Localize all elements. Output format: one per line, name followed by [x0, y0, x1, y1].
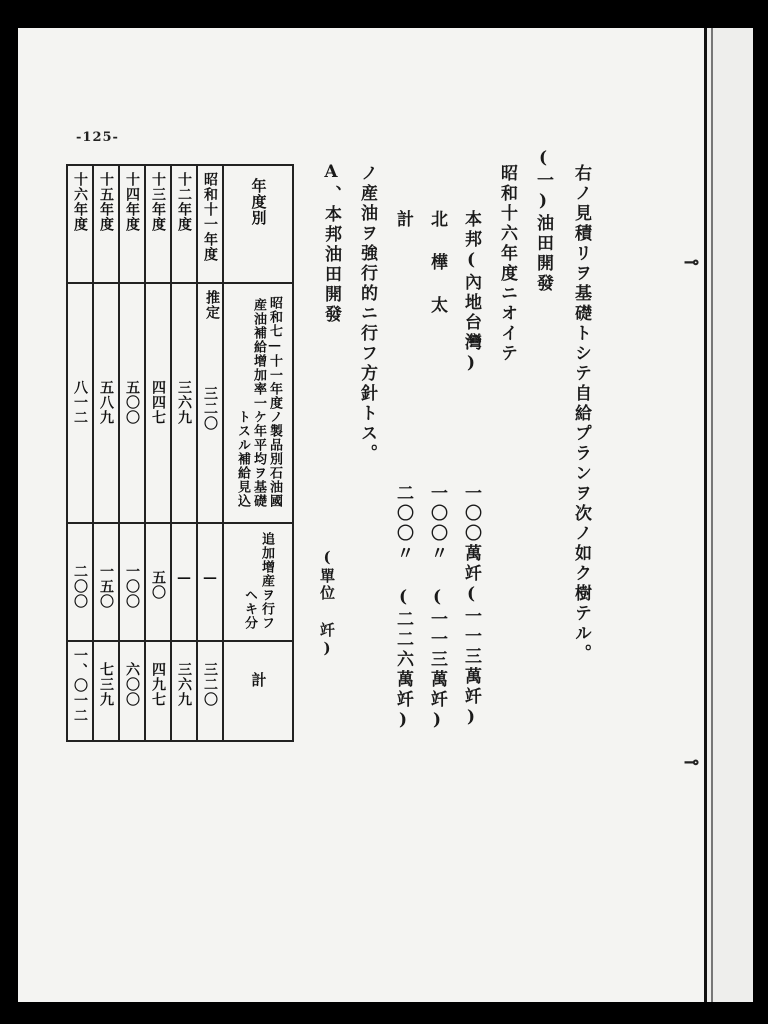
row-total-2: 四九七 [145, 641, 171, 741]
binding-mark-bottom: ⊸ [684, 752, 700, 773]
unit-note: (單位 竏) [318, 548, 336, 659]
row-year-5: 十六年度 [67, 165, 93, 283]
fiscal-year-line: 昭和十六年度ニオイテ [497, 164, 517, 364]
row-added-2: 五〇 [145, 523, 171, 641]
header-added: 追加增産ヲ行フヘキ分 [223, 523, 293, 641]
row-estimate-0: 推定 三二〇 [197, 283, 223, 523]
row-year-2: 十三年度 [145, 165, 171, 283]
item-mainland-value: 一〇〇萬竏(一一三萬竏) [461, 484, 481, 730]
row-estimate-3: 五〇〇 [119, 283, 145, 523]
row-total-0: 三二〇 [197, 641, 223, 741]
row-added-5: 二〇〇 [67, 523, 93, 641]
row-estimate-4: 五八九 [93, 283, 119, 523]
header-estimate: 昭和七—十一年度ノ製品別石油國産油補給增加率一ケ年平均ヲ基礎トスル補給見込 [223, 283, 293, 523]
subsection-heading: A、本邦油田開發 [321, 162, 341, 325]
page-number: -125- [76, 130, 119, 145]
item-total-value: 二〇〇〃 (二二六萬竏) [393, 484, 413, 733]
row-year-1: 十二年度 [171, 165, 197, 283]
item-karafuto-label: 北 樺 太 [427, 210, 447, 316]
row-year-0: 昭和十一年度 [197, 165, 223, 283]
binding-mark-top: ⊸ [684, 252, 700, 273]
row-year-4: 十五年度 [93, 165, 119, 283]
row-estimate-1: 三六九 [171, 283, 197, 523]
item-total-label: 計 [393, 210, 413, 230]
header-year: 年度別 [223, 165, 293, 283]
row-total-4: 七三九 [93, 641, 119, 741]
header-total: 計 [223, 641, 293, 741]
oil-supply-table [66, 164, 294, 742]
row-estimate-2: 四四七 [145, 283, 171, 523]
row-year-3: 十四年度 [119, 165, 145, 283]
row-added-1: — [171, 523, 197, 641]
item-mainland-label: 本邦(內地台灣) [461, 210, 481, 376]
row-estimate-5: 八一二 [67, 283, 93, 523]
row-added-0: — [197, 523, 223, 641]
row-total-1: 三六九 [171, 641, 197, 741]
row-added-3: 一〇〇 [119, 523, 145, 641]
row-total-3: 六〇〇 [119, 641, 145, 741]
item-karafuto-value: 一〇〇〃 (一一三萬竏) [427, 484, 447, 733]
intro-line: 右ノ見積リヲ基礎トシテ自給プランヲ次ノ如ク樹テル。 [571, 164, 591, 664]
section-heading: (一)油田開發 [533, 148, 553, 294]
row-added-4: 一五〇 [93, 523, 119, 641]
row-total-5: 一、〇一二 [67, 641, 93, 741]
policy-line: ノ産油ヲ強行的ニ行フ方針トス。 [357, 164, 377, 464]
page-edge [704, 28, 753, 1002]
